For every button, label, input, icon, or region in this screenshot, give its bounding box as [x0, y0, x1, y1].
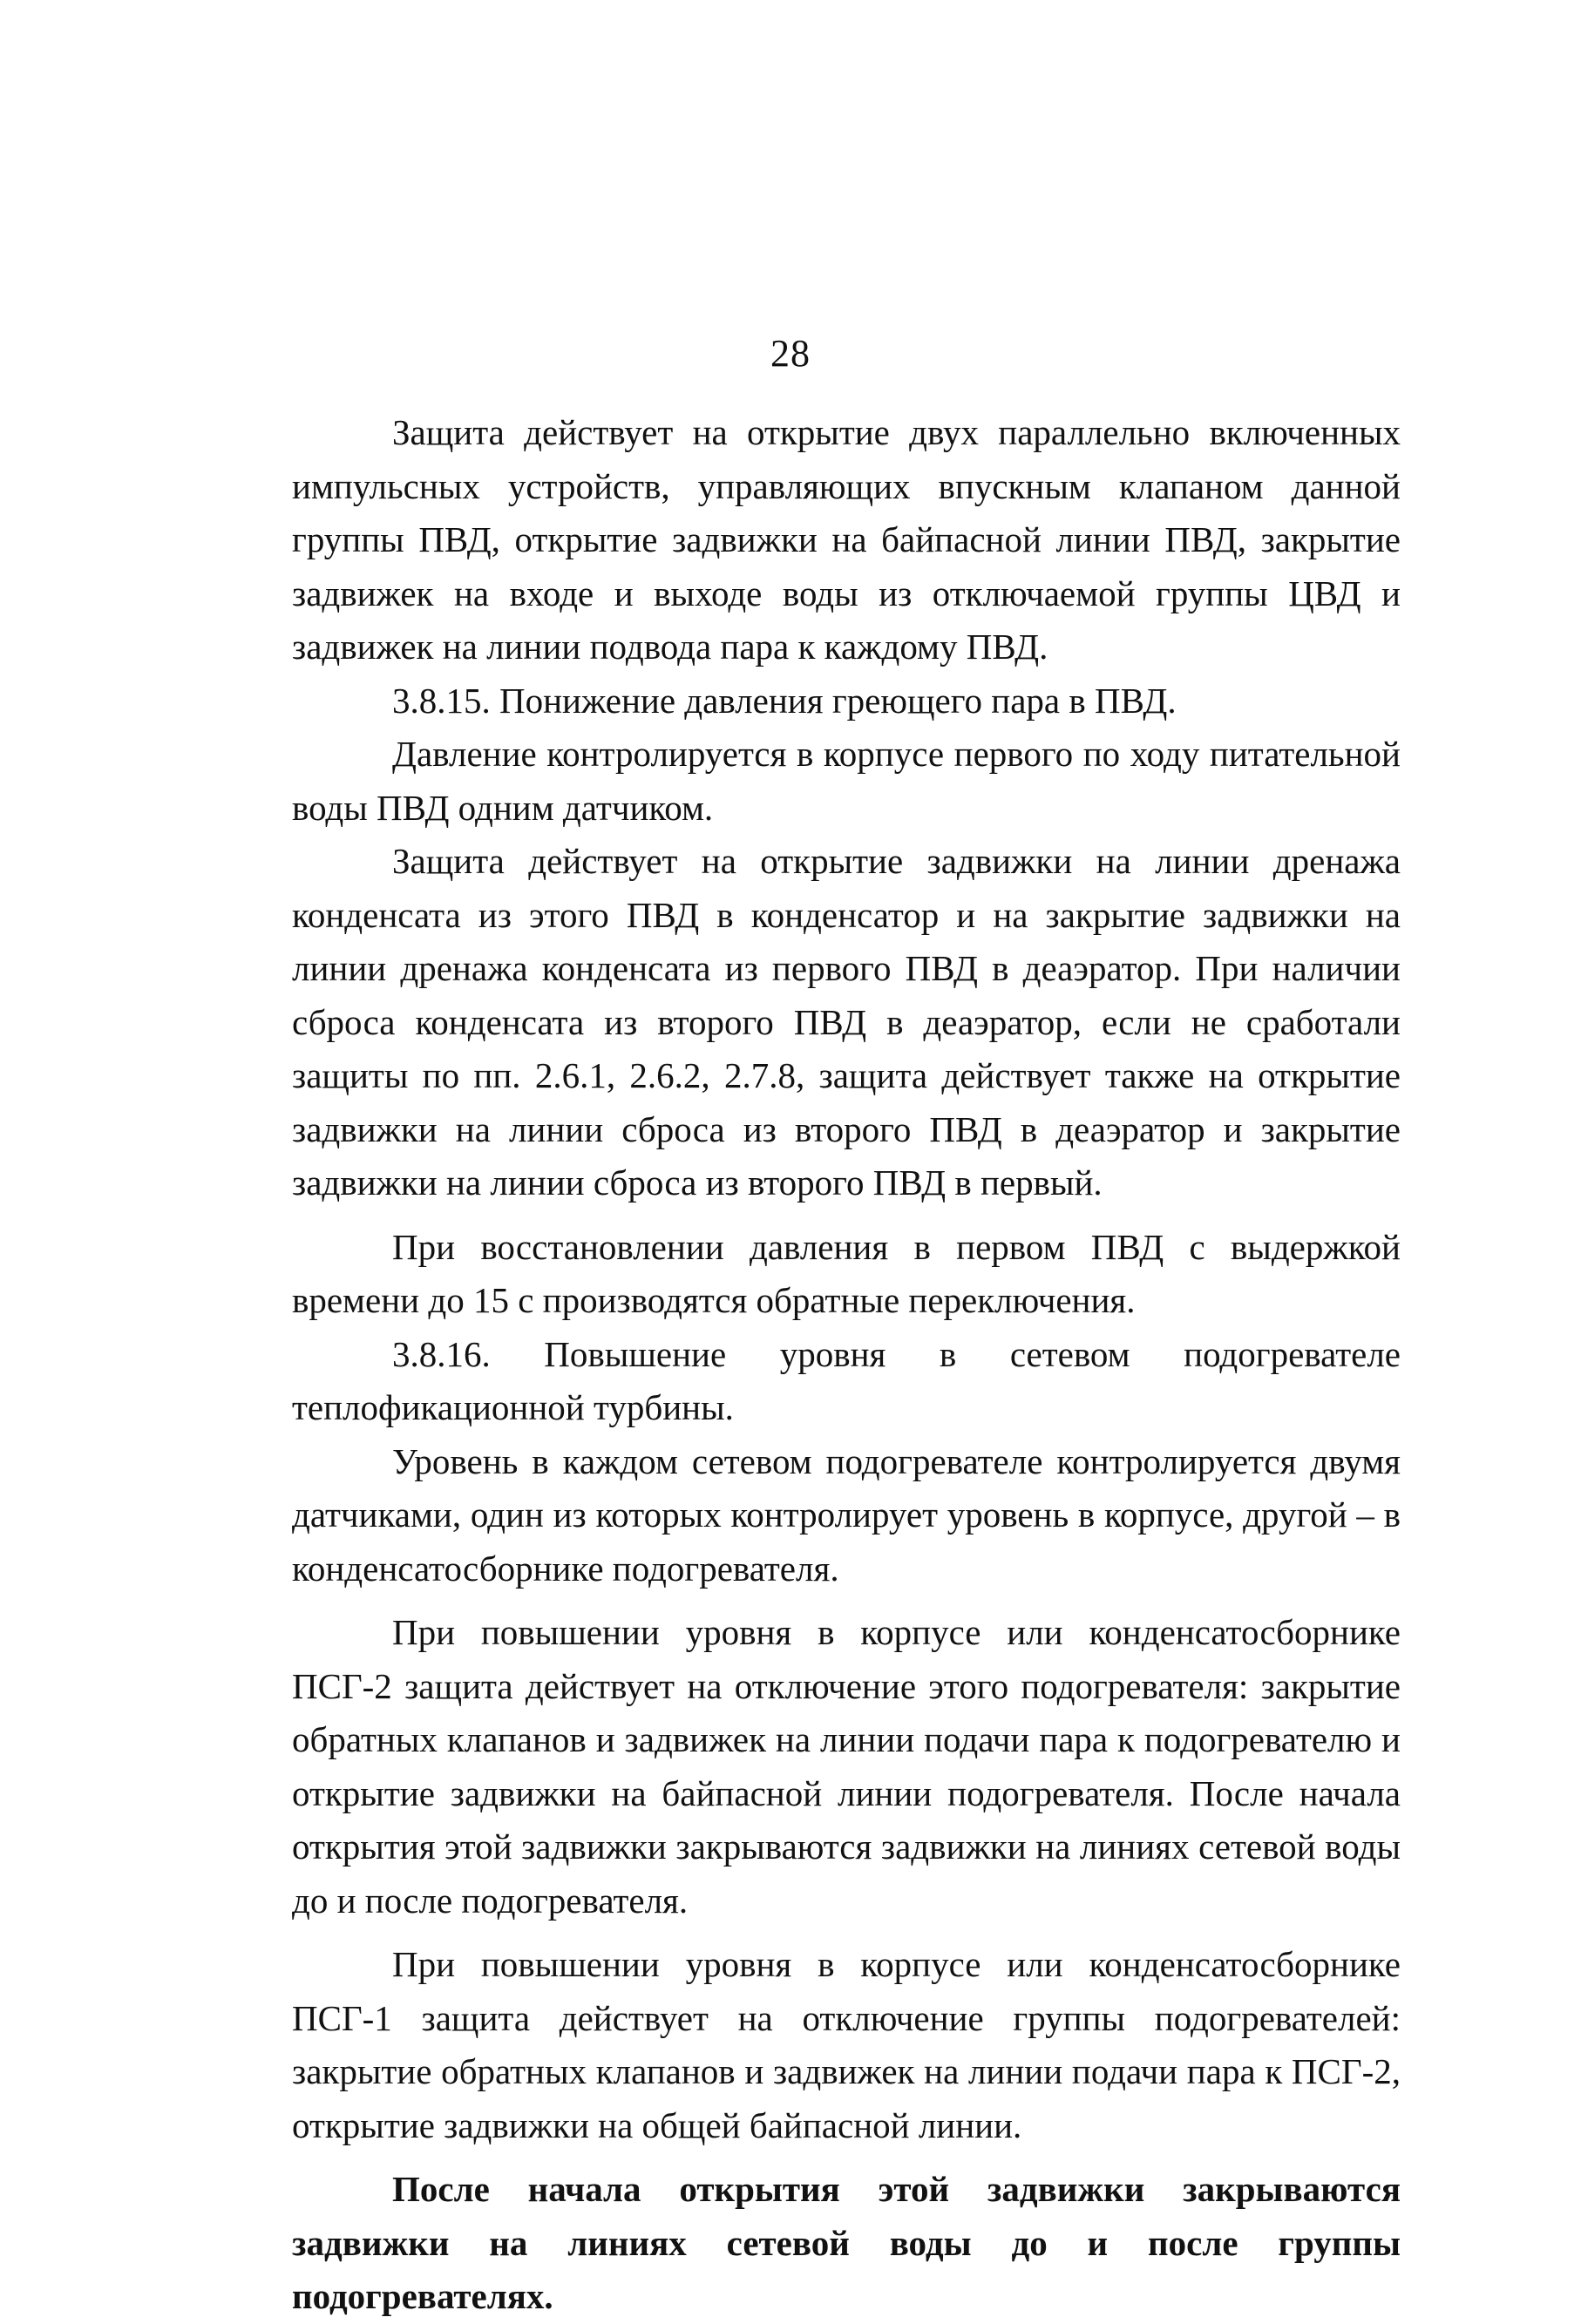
- paragraph-psg2-protection: При повышении уровня в корпусе или конденсатосборнике ПСГ-2 защита действует на отключение этого подогревателя: закрытие обратных клапанов и задвижек на линии подачи пара к подогревателю и открытие задвижки на байпасной линии подогревателя. После начала открытия этой задвижки закрываются задвижки на линиях сетевой воды до и после подогревателя.: [292, 1612, 1401, 1921]
- paragraph-heading-3-8-16: 3.8.16. Повышение уровня в сетевом подогревателе теплофикационной турбины.: [292, 1333, 1401, 1427]
- paragraph-heading-3-8-15: 3.8.15. Понижение давления греющего пара в ПВД.: [392, 680, 1177, 721]
- page-number: 28: [770, 332, 811, 375]
- body-text: [292, 406, 1401, 2324]
- paragraph-psg1-protection: При повышении уровня в корпусе или конденсатосборнике ПСГ-1 защита действует на отключение группы подогревателей: закрытие обратных клапанов и задвижек на линии подачи пара к ПСГ-2, открытие задвижки на общей байпасной линии.: [292, 1944, 1401, 2145]
- paragraph-final-valves: После начала открытия этой задвижки закрываются задвижки на линиях сетевой воды до и после группы подогревателях.: [292, 2169, 1401, 2316]
- paragraph-protection-hpheater-group: Защита действует на открытие двух параллельно включенных импульсных устройств, управляющих впускным клапаном данной группы ПВД, открытие задвижки на байпасной линии ПВД, закрытие задвижек на входе и выходе воды из отключаемой группы ЦВД и задвижек на линии подвода пара к каждому ПВД.: [292, 412, 1401, 667]
- paragraph-pressure-restore: При восстановлении давления в первом ПВД с выдержкой времени до 15 с производятся обратные переключения.: [292, 1226, 1401, 1320]
- paragraph-pressure-control: Давление контролируется в корпусе первого по ходу питательной воды ПВД одним датчиком.: [292, 734, 1401, 828]
- paragraph-drain-protection: Защита действует на открытие задвижки на линии дренажа конденсата из этого ПВД в конденсатор и на закрытие задвижки на линии дренажа конденсата из первого ПВД в деаэратор. При наличии сброса конденсата из второго ПВД в деаэратор, если не сработали защиты по пп. 2.6.1, 2.6.2, 2.7.8, защита действует также на открытие задвижки на линии сброса из второго ПВД в деаэратор и закрытие задвижки на линии сброса из второго ПВД в первый.: [292, 841, 1401, 1203]
- paragraph-level-control: Уровень в каждом сетевом подогревателе контролируется двумя датчиками, один из которых контролирует уровень в корпусе, другой – в конденсатосборнике подогревателя.: [292, 1440, 1401, 1589]
